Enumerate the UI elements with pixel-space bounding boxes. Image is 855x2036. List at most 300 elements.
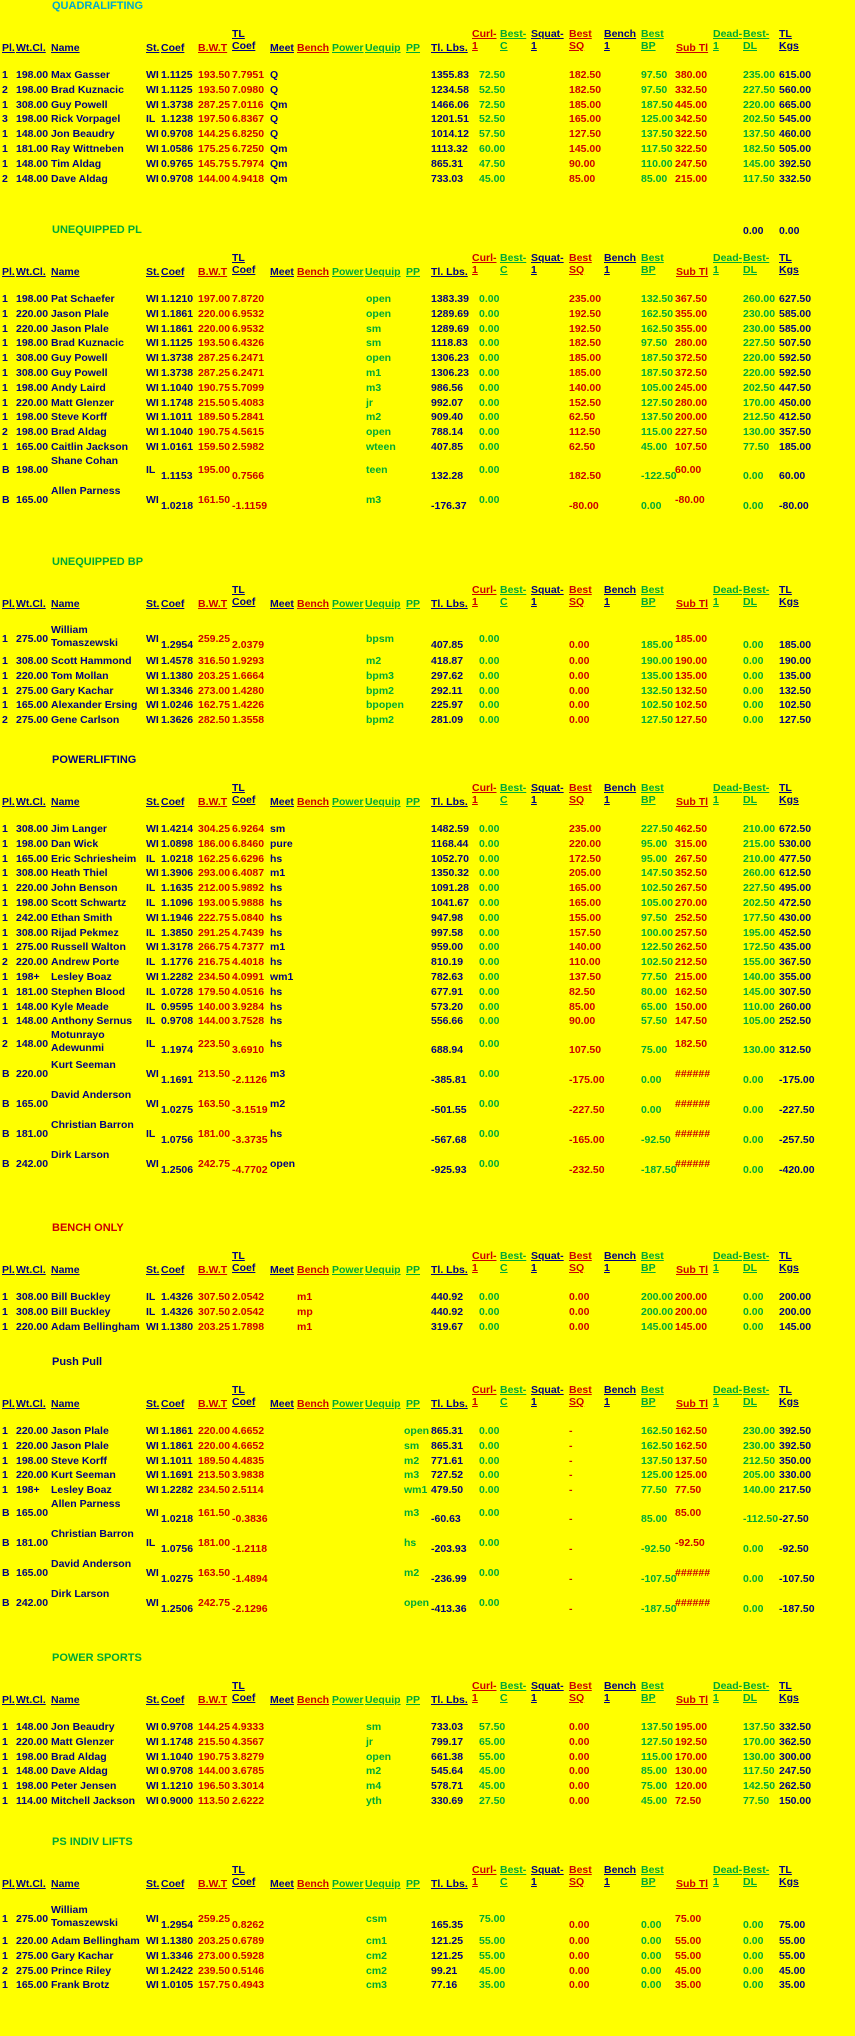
sub-total: 107.50 [675,440,708,453]
weight-class: 165.00 [16,1566,49,1579]
header-power: Power [332,42,364,54]
header-bestsq: Best SQ [569,1864,592,1888]
header-st: St. [146,598,160,610]
header-pl: Pl. [2,796,15,808]
place: 3 [2,113,8,126]
header-uequip: Uequip [365,1398,401,1410]
total-coef: 1.4226 [232,699,265,712]
lifter-name: Steve Korff [51,411,108,424]
table-row [0,1779,855,1794]
total-coef: 5.7099 [232,381,265,394]
coefficient: 1.1011 [161,411,193,424]
total-lbs: -236.99 [431,1572,467,1585]
best-squat: 0.00 [569,699,590,712]
total-lbs: 986.56 [431,381,464,394]
header-curl: Curl- 1 [472,1384,497,1408]
header-bwt: B.W.T [198,1878,228,1890]
best-deadlift: 117.50 [743,1765,775,1778]
coefficient: 1.1861 [161,1425,194,1437]
best-deadlift: 0.00 [743,699,764,712]
place: B [2,1566,10,1579]
total-lbs: 992.07 [431,396,464,409]
weight-class: 275.00 [16,941,49,954]
state: WI [146,1158,159,1171]
total-kgs: 247.50 [779,1765,812,1778]
sub-total: 200.00 [675,1305,708,1318]
place: 1 [2,293,8,305]
best-squat: 172.50 [569,852,602,865]
header-coef: Coef [161,266,185,278]
header-coef: Coef [161,1694,185,1706]
best-bench: 0.00 [641,1935,662,1947]
coefficient: 1.0161 [161,440,194,453]
total-lbs: 1118.83 [431,337,468,350]
sub-total: 130.00 [675,1765,708,1778]
best-squat: 0.00 [569,1949,590,1962]
header-bestbp: Best BP [641,1250,664,1274]
header-meet: Meet [270,42,294,54]
best-deadlift: 0.00 [743,684,764,697]
header-meet: Meet [270,598,294,610]
total-lbs: 1289.69 [431,307,469,320]
best-curl: 0.00 [479,1536,500,1549]
header-subtl: Sub Tl [676,42,709,54]
best-squat: 152.50 [569,396,602,409]
place: 1 [2,1780,8,1793]
best-squat: 82.50 [569,985,596,998]
sub-total: 247.50 [675,157,708,170]
best-deadlift: 177.50 [743,911,776,924]
best-bench: 137.50 [641,128,674,141]
best-deadlift: 0.00 [743,1164,764,1177]
total-kgs: 260.00 [779,1000,812,1013]
meet-division: hs [270,911,283,924]
best-deadlift: 140.00 [743,970,776,983]
header-bestc: Best- C [500,782,527,806]
best-deadlift: 137.50 [743,128,776,141]
place: 1 [2,823,8,835]
data-rows [0,1904,855,1993]
coefficient: 1.2506 [161,1602,194,1615]
weight-class: 308.00 [16,366,49,379]
header-tl: TL Kgs [779,584,799,608]
meet-division: Qm [270,157,288,170]
table-row [0,127,855,142]
header-squat: Squat- 1 [531,782,564,806]
header-wt: Wt.Cl. [16,266,46,278]
weight-class: 148.00 [16,1000,49,1013]
best-deadlift: 182.50 [743,142,776,155]
place: 1 [2,440,8,453]
total-lbs: 688.94 [431,1044,464,1057]
sub-total: 35.00 [675,1979,702,1992]
weight-class: 220.00 [16,1469,49,1482]
state: WI [146,1765,159,1778]
coefficient: 1.1748 [161,1735,194,1748]
coefficient: 1.2954 [161,639,194,651]
total-coef: 4.4835 [232,1454,265,1467]
table-row [0,112,855,127]
total-kgs: 332.50 [779,172,812,185]
sub-total: 445.00 [675,98,708,111]
sub-total: -80.00 [675,493,705,506]
table-row [0,698,855,713]
place: B [2,1068,10,1081]
total-kgs: -80.00 [779,499,809,512]
coefficient: 1.1096 [161,896,194,909]
table-row [0,1904,855,1934]
best-bench: 200.00 [641,1291,674,1303]
best-curl: 0.00 [479,1068,500,1081]
best-squat: - [569,1572,573,1585]
header-coef: Coef [161,1264,185,1276]
best-deadlift: 220.00 [743,98,776,111]
total-lbs: 909.40 [431,411,464,424]
place: 1 [2,669,8,682]
header-tlcoef: TL Coef [232,28,256,52]
place: 1 [2,1015,8,1028]
place: 1 [2,1979,8,1992]
total-coef: 7.0116 [232,98,264,111]
lifter-name: Max Gasser [51,69,110,81]
best-curl: 52.50 [479,83,506,96]
header-bench1: Bench 1 [604,782,637,806]
total-kgs: 312.50 [779,1044,812,1057]
header-lbs: Tl. Lbs. [431,1878,468,1890]
header-meet: Meet [270,1694,294,1706]
sub-total: 280.00 [675,337,708,350]
best-deadlift: 145.00 [743,985,776,998]
header-bestsq: Best SQ [569,1680,592,1704]
weight-class: 275.00 [16,1913,49,1925]
sub-total: 372.50 [675,352,708,365]
best-deadlift: 137.50 [743,1721,776,1733]
weight-class: 198.00 [16,1454,49,1467]
coefficient: 1.0586 [161,142,194,155]
header-st: St. [146,1264,160,1276]
coefficient: 0.9765 [161,157,194,170]
body-weight: 291.25 [198,926,231,939]
weight-class: 220.00 [16,322,49,335]
header-bench: Bench [297,1398,330,1410]
best-squat: - [569,1484,573,1497]
sub-total: 190.00 [675,655,708,667]
total-coef: 2.0542 [232,1291,265,1303]
weight-class: 181.00 [16,985,49,998]
weight-class: 148.00 [16,157,49,170]
best-bench: 102.50 [641,882,674,895]
total-kgs: 592.50 [779,352,812,365]
coefficient: 1.3850 [161,926,194,939]
best-curl: 72.50 [479,69,506,81]
state: WI [146,684,159,697]
state: IL [146,1305,156,1318]
total-coef: 5.0840 [232,911,265,924]
sub-total: 150.00 [675,1000,708,1013]
lifter-name: Heath Thiel [51,867,108,880]
place: 1 [2,307,8,320]
meet-division: hs [270,852,283,865]
table-row [0,1750,855,1765]
header-power: Power [332,796,364,808]
header-name: Name [51,1694,80,1706]
best-squat: - [569,1439,573,1452]
best-squat: 205.00 [569,867,602,880]
lifter-name: Gary Kachar [51,1949,114,1962]
best-bench: 117.50 [641,142,673,155]
meet-division: sm [270,823,286,835]
header-bench: Bench [297,1694,330,1706]
weight-class: 275.00 [16,1964,49,1977]
header-squat: Squat- 1 [531,1864,564,1888]
lifter-name: Matt Glenzer [51,1735,115,1748]
division: m3 [404,1469,420,1482]
header-dead: Dead- 1 [713,1680,743,1704]
best-curl: 55.00 [479,1935,506,1947]
division: bpsm [366,633,395,645]
best-deadlift: 0.00 [743,469,764,482]
best-curl: 0.00 [479,1469,500,1482]
meet-division: hs [270,1038,283,1051]
lifter-name: Alexander Ersing [51,699,138,712]
body-weight: 144.25 [198,1721,231,1733]
best-deadlift: 220.00 [743,366,776,379]
best-deadlift: 77.50 [743,1794,770,1807]
header-subtl: Sub Tl [676,796,709,808]
header-bwt: B.W.T [198,598,228,610]
best-deadlift: 0.00 [743,1542,764,1555]
total-kgs: 447.50 [779,381,812,394]
header-pp: PP [406,1264,421,1276]
table-row [0,1454,855,1469]
best-deadlift: 195.00 [743,926,776,939]
header-dead: Dead- 1 [713,1864,743,1888]
total-lbs: 292.11 [431,684,463,697]
total-lbs: -567.68 [431,1134,467,1147]
total-lbs: 573.20 [431,1000,464,1013]
header-wt: Wt.Cl. [16,1878,46,1890]
table-row [0,1119,855,1149]
total-kgs: 127.50 [779,714,812,727]
sub-total: 372.50 [675,366,708,379]
coefficient: 1.0275 [161,1104,194,1117]
best-squat: 0.00 [569,1750,590,1763]
header-bestc: Best- C [500,1680,527,1704]
coefficient: 1.1861 [161,322,194,335]
table-row [0,822,855,837]
division: bpopen [366,699,404,712]
best-curl: 0.00 [479,307,500,320]
lifter-name: Jason Plale [51,1425,109,1437]
weight-class: 148.00 [16,128,49,141]
total-lbs: 1482.59 [431,823,469,835]
table-row [0,1528,855,1558]
best-deadlift: 230.00 [743,1425,776,1437]
state: WI [146,699,159,712]
total-lbs: 479.50 [431,1484,464,1497]
total-lbs: -925.93 [431,1164,467,1177]
sub-total: 322.50 [675,128,708,141]
place: 1 [2,381,8,394]
best-bench: 115.00 [641,1750,673,1763]
coefficient: 1.1861 [161,307,194,320]
place: 1 [2,1439,8,1452]
header-pl: Pl. [2,1694,15,1706]
sub-total: 252.50 [675,911,708,924]
state: WI [146,1425,159,1437]
best-curl: 0.00 [479,1320,500,1333]
total-lbs: 407.85 [431,440,464,453]
table-row [0,1320,855,1335]
lifter-name: Brad Kuznacic [51,337,124,350]
state: IL [146,1291,156,1303]
sub-total: ###### [675,1128,711,1141]
division: bpm2 [366,714,395,727]
header-bestdl: Best- DL [743,1864,770,1888]
header-st: St. [146,1694,160,1706]
header-tlcoef: TL Coef [232,782,256,806]
best-squat: 137.50 [569,970,602,983]
best-squat: 0.00 [569,1979,590,1992]
sub-total: 120.00 [675,1780,708,1793]
best-curl: 0.00 [479,882,500,895]
header-uequip: Uequip [365,1694,401,1706]
best-curl: 0.00 [479,1038,500,1051]
body-weight: 273.00 [198,1949,231,1962]
body-weight: 190.75 [198,381,231,394]
total-kgs: 145.00 [779,1320,812,1333]
total-lbs: 297.62 [431,669,464,682]
weight-class: 308.00 [16,98,49,111]
sub-total: 85.00 [675,1506,702,1519]
coefficient: 1.1748 [161,396,194,409]
best-curl: 45.00 [479,172,506,185]
place: 1 [2,69,8,81]
coefficient: 1.0728 [161,985,194,998]
coefficient: 1.3738 [161,366,194,379]
total-coef: 2.5114 [232,1484,264,1497]
total-coef: 1.9293 [232,655,265,667]
lifter-name: Scott Hammond [51,655,132,667]
total-coef: -1.4894 [232,1572,268,1585]
best-curl: 0.00 [479,1425,500,1437]
sub-total: 322.50 [675,142,708,155]
best-deadlift: 215.00 [743,837,776,850]
best-bench: 85.00 [641,172,668,185]
header-uequip: Uequip [365,598,401,610]
table-row [0,98,855,113]
header-bestc: Best- C [500,28,527,52]
lifter-name: Lesley Boaz [51,1484,112,1497]
total-kgs: 45.00 [779,1964,806,1977]
sub-total: 200.00 [675,1291,708,1303]
section-title: POWERLIFTING [52,754,137,766]
place: B [2,1536,10,1549]
header-squat: Squat- 1 [531,1680,564,1704]
section-title: Push Pull [52,1356,103,1368]
total-lbs: 99.21 [431,1964,458,1977]
division: open [366,1750,392,1763]
sub-total: 332.50 [675,83,708,96]
table-row [0,866,855,881]
best-bench: 200.00 [641,1305,674,1318]
body-weight: 222.75 [198,911,231,924]
data-rows [0,822,855,1179]
total-lbs: 77.16 [431,1979,458,1992]
weight-class: 198.00 [16,1750,49,1763]
weight-class: 275.00 [16,633,49,645]
body-weight: 234.50 [198,1484,231,1497]
header-coef: Coef [161,598,185,610]
weight-class: 181.00 [16,1128,49,1141]
body-weight: 215.50 [198,396,231,409]
state: WI [146,426,159,439]
best-curl: 0.00 [479,1454,500,1467]
state: WI [146,1454,159,1467]
total-kgs: 672.50 [779,823,812,835]
sub-total: 280.00 [675,396,708,409]
total-coef: 7.7951 [232,69,265,81]
header-pl: Pl. [2,598,15,610]
section-total-tl: 0.00 [779,225,800,237]
table-row [0,351,855,366]
total-coef: 3.3014 [232,1780,265,1793]
best-curl: 75.00 [479,1913,506,1925]
sub-total: 55.00 [675,1949,702,1962]
total-kgs: 545.00 [779,113,812,126]
header-pp: PP [406,42,421,54]
state: WI [146,69,159,81]
header-meet: Meet [270,1398,294,1410]
sub-total: 77.50 [675,1484,702,1497]
body-weight: 213.50 [198,1469,231,1482]
best-bench: 132.50 [641,293,674,305]
division: cm3 [366,1979,388,1992]
table-row [0,1439,855,1454]
total-coef: -3.1519 [232,1104,268,1117]
division: m2 [366,1765,382,1778]
best-squat: - [569,1469,573,1482]
best-squat: 182.50 [569,469,602,482]
best-bench: 75.00 [641,1044,668,1057]
body-weight: 282.50 [198,714,231,727]
division: cm2 [366,1949,388,1962]
best-curl: 0.00 [479,1291,500,1303]
header-bench1: Bench 1 [604,584,637,608]
sub-total: 245.00 [675,381,708,394]
header-st: St. [146,266,160,278]
best-squat: 182.50 [569,337,602,350]
state: WI [146,1780,159,1793]
best-bench: 122.50 [641,941,674,954]
header-lbs: Tl. Lbs. [431,1264,468,1276]
weight-class: 308.00 [16,352,49,365]
total-kgs: -107.50 [779,1572,815,1585]
table-row [0,1305,855,1320]
best-bench: 105.00 [641,896,674,909]
best-bench: 0.00 [641,1919,662,1931]
coefficient: 1.3346 [161,684,194,697]
place: 1 [2,867,8,880]
header-subtl: Sub Tl [676,598,709,610]
place: 1 [2,142,8,155]
state: WI [146,1794,159,1807]
lifter-name: John Benson [51,882,118,895]
table-row [0,1290,855,1305]
header-tl: TL Kgs [779,1250,799,1274]
body-weight: 223.50 [198,1038,231,1051]
body-weight: 203.25 [198,669,231,682]
